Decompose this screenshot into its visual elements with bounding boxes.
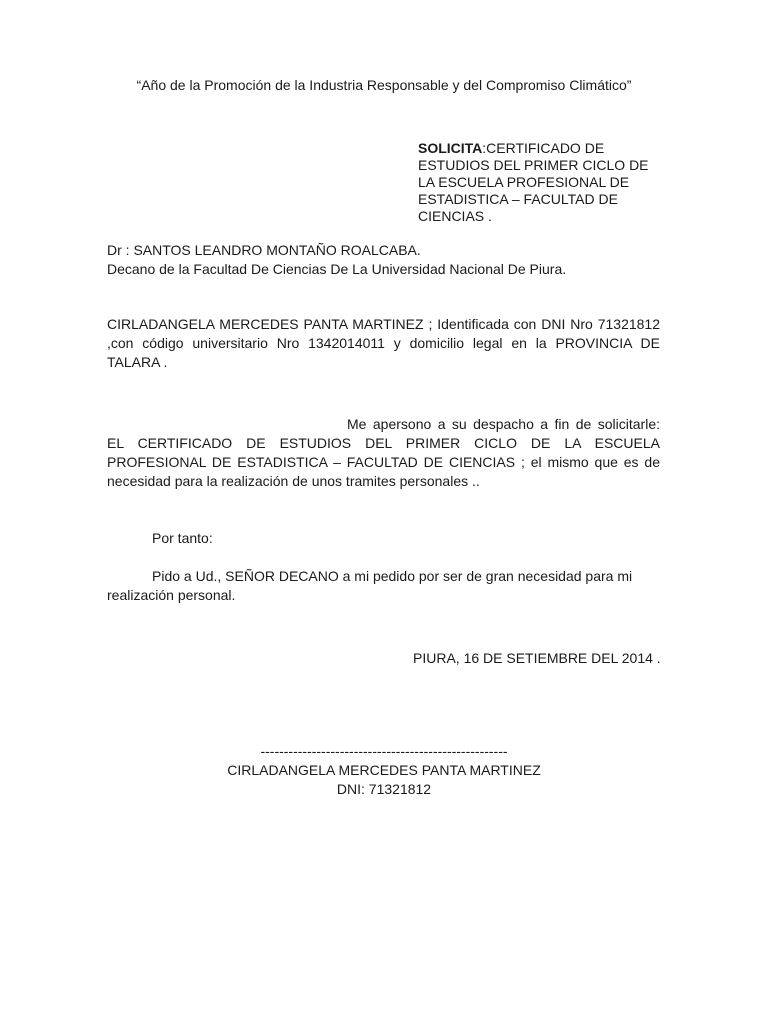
signature-line: ----------------------------------------------------- bbox=[260, 743, 508, 759]
pido-paragraph bbox=[107, 567, 667, 605]
addressee-block bbox=[107, 241, 667, 279]
addressee-position: Decano de la Facultad De Ciencias De La Universidad Nacional De Piura. bbox=[107, 261, 567, 277]
solicita-block bbox=[418, 140, 668, 225]
signer-dni: DNI: 71321812 bbox=[336, 781, 432, 797]
pido-text: Pido a Ud., SEÑOR DECANO a mi pedido por ser de gran necesidad para mi realización personal. bbox=[107, 568, 633, 603]
date-line: PIURA, 16 DE SETIEMBRE DEL 2014 . bbox=[413, 650, 661, 666]
year-motto: “Año de la Promoción de la Industria Responsable y del Compromiso Climático” bbox=[136, 77, 632, 93]
solicita-label: SOLICITA bbox=[418, 140, 483, 156]
signer-name: CIRLADANGELA MERCEDES PANTA MARTINEZ bbox=[227, 762, 541, 778]
identity-paragraph: CIRLADANGELA MERCEDES PANTA MARTINEZ ; Identificada con DNI Nro 71321812 ,con código universitario Nro 1342014011 y domicilio legal en la PROVINCIA DE TALARA . bbox=[107, 316, 660, 370]
request-paragraph: Me apersono a su despacho a fin de solicitarle: EL CERTIFICADO DE ESTUDIOS DEL PRIMER CICLO DE LA ESCUELA PROFESIONAL DE ESTADISTICA – FACULTAD DE CIENCIAS ; el mismo que es de necesidad para la realización de unos tramites personales .. bbox=[107, 416, 660, 489]
por-tanto-line: Por tanto: bbox=[152, 530, 213, 546]
signature-block bbox=[200, 742, 568, 799]
solicita-text: :CERTIFICADO DE ESTUDIOS DEL PRIMER CICLO DE LA ESCUELA PROFESIONAL DE ESTADISTICA – FACULTAD DE CIENCIAS . bbox=[418, 140, 649, 224]
addressee-name: Dr : SANTOS LEANDRO MONTAÑO ROALCABA. bbox=[107, 242, 421, 258]
